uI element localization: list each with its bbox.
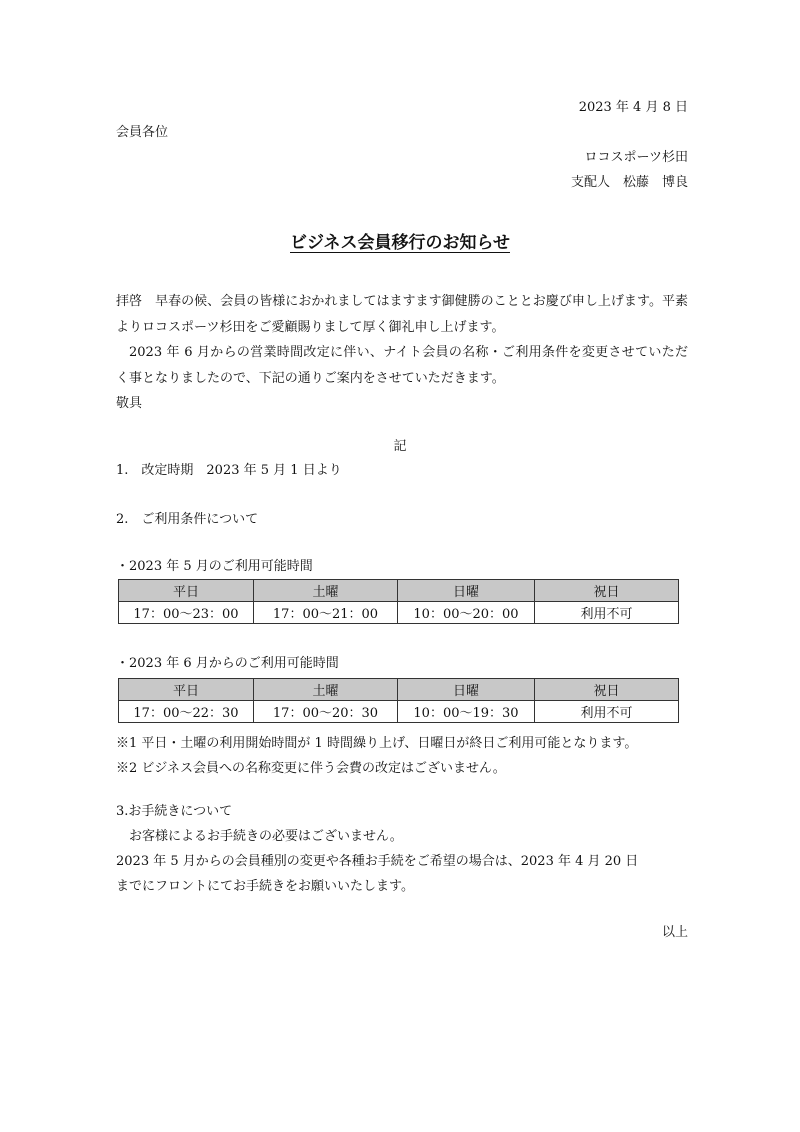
header-saturday: 土曜	[254, 679, 398, 701]
cell-weekday-hours: 17：00～22：30	[119, 701, 254, 723]
note-2: ※2 ビジネス会員への名称変更に伴う会費の改定はございません。	[116, 761, 506, 776]
header-weekday: 平日	[119, 679, 254, 701]
section-2-heading: 2. ご利用条件について	[116, 512, 259, 527]
body-paragraph-1: 拝啓 早春の候、会員の皆様におかれましてはますます御健勝のこととお慶び申し上げます。平素よりロコスポーツ杉田をご愛顧賜りまして厚く御礼申し上げます。	[116, 294, 688, 335]
document-title	[0, 231, 800, 255]
cell-saturday-hours: 17：00～20：30	[254, 701, 398, 723]
section-3-line-2: 2023 年 5 月からの会員種別の変更や各種お手続をご希望の場合は、2023 年 4 月 20 日	[116, 854, 639, 869]
may-table-caption: ・2023 年 5 月のご利用可能時間	[116, 559, 313, 574]
cell-holiday-hours: 利用不可	[535, 602, 679, 624]
section-1-effective-date: 1. 改定時期 2023 年 5 月 1 日より	[116, 463, 342, 478]
header-saturday: 土曜	[254, 580, 398, 602]
sender-org: ロコスポーツ杉田	[584, 150, 688, 165]
june-table-caption: ・2023 年 6 月からのご利用可能時間	[116, 656, 339, 671]
letter-date: 2023 年 4 月 8 日	[578, 100, 688, 115]
sender-person: 支配人 松藤 博良	[570, 175, 688, 190]
notes-list	[116, 731, 637, 781]
header-holiday: 祝日	[535, 679, 679, 701]
section-3-heading: 3.お手続きについて	[116, 804, 233, 819]
header-sunday: 日曜	[398, 679, 535, 701]
cell-holiday-hours: 利用不可	[535, 701, 679, 723]
header-weekday: 平日	[119, 580, 254, 602]
cell-saturday-hours: 17：00～21：00	[254, 602, 398, 624]
ki-heading: 記	[393, 439, 407, 454]
cell-sunday-hours: 10：00～19：30	[398, 701, 535, 723]
may-hours-table	[118, 579, 679, 624]
body-paragraph-2: 2023 年 6 月からの営業時間改定に伴い、ナイト会員の名称・ご利用条件を変更させていただく事となりましたので、下記の通りご案内をさせていただきます。	[116, 345, 688, 386]
cell-sunday-hours: 10：00～20：00	[398, 602, 535, 624]
section-3-line-1: お客様によるお手続きの必要はございません。	[129, 829, 403, 844]
closing-word: 敬具	[116, 396, 143, 411]
table-row	[119, 701, 679, 723]
section-3	[116, 799, 638, 899]
header-holiday: 祝日	[535, 580, 679, 602]
recipient: 会員各位	[116, 125, 169, 140]
title-text: ビジネス会員移行のお知らせ	[290, 233, 510, 253]
letter-body	[116, 289, 688, 417]
header-sunday: 日曜	[398, 580, 535, 602]
end-mark: 以上	[661, 925, 688, 940]
table-header-row	[119, 580, 679, 602]
table-header-row	[119, 679, 679, 701]
table-row	[119, 602, 679, 624]
cell-weekday-hours: 17：00～23：00	[119, 602, 254, 624]
note-1: ※1 平日・土曜の利用開始時間が 1 時間繰り上げ、日曜日が終日ご利用可能となります。	[116, 736, 638, 751]
june-hours-table	[118, 678, 679, 723]
section-3-line-3: までにフロントにてお手続きをお願いいたします。	[116, 879, 414, 894]
